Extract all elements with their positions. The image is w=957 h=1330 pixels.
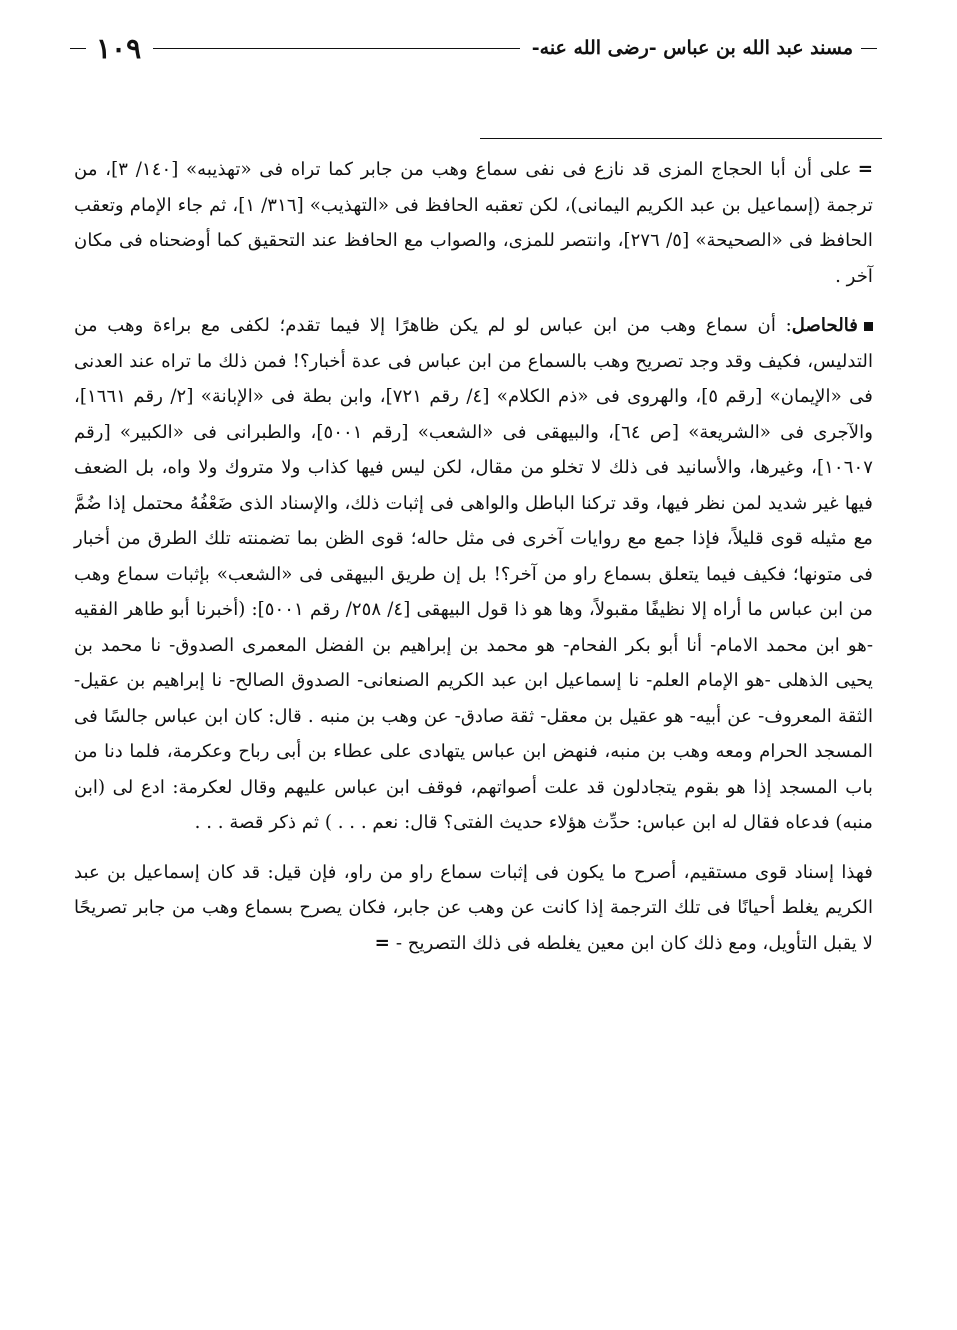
- running-header: [70, 26, 877, 70]
- page-body: [74, 152, 873, 975]
- header-title: مسند عبد الله بن عباس -رضى الله عنه-: [531, 37, 853, 59]
- continuation-mark: =: [857, 159, 873, 180]
- page-number: ١٠٩: [96, 31, 142, 65]
- header-rule-middle: [153, 48, 520, 49]
- footnote-divider: [480, 138, 882, 139]
- closing-paragraph: [74, 855, 873, 962]
- footnote-paragraph: [74, 152, 873, 294]
- summary-paragraph: [74, 308, 873, 841]
- header-rule-left: [70, 48, 86, 49]
- square-bullet-icon: [864, 322, 873, 331]
- summary-lead: فالحاصل: [791, 315, 858, 336]
- header-rule-right: [861, 48, 877, 49]
- closing-text: فهذا إسناد قوى مستقيم، أصرح ما يكون فى إثبات سماع راو من راو، فإن قيل: قد كان إسماعيل بن عبد الكريم يغلط أحيانًا فى تلك الترجمة إذا كانت عن وهب عن جابر، فكان يصرح بسماع وهب من جابر تصريحًا لا يقبل التأويل، ومع ذلك كان ابن معين يغلطه فى ذلك التصريح -: [74, 861, 873, 954]
- summary-text: : أن سماع وهب من ابن عباس لو لم يكن ظاهرًا إلا فيما تقدم؛ لكفى مع براءة وهب من التدليس، فكيف وقد وجد تصريح وهب بالسماع من ابن عباس فى عدة أخبار؟! فمن ذلك ما تراه عند العدنى فى «الإيمان» [رقم ٥]، والهروى فى «ذم الكلام» [٤/ رقم ٧٢١]، وابن بطة فى «الإبانة» [٢/ رقم ١٦٦١]، والآجرى فى «الشريعة» [ص ٦٤]، والبيهقى فى «الشعب» [رقم ٥٠٠١]، والطبرانى فى «الكبير» [رقم ١٠٦٠٧]، وغيرها، والأسانيد فى ذلك لا تخلو من مقال، لكن ليس فيها كذاب ولا متروك ولا واه، بل الضعف فيها غير شديد لمن نظر فيها، وقد تركنا الباطل والواهى فى إثبات ذلك، والإسناد الذى ضَعْفُهُ محتمل إذا ضُمَّ مع مثيله قوى قليلاً، فإذا جمع مع روايات آخرى فى مثل حاله؛ قوى الظن بما تضمنته تلك الطرق من أخبار فى متونها؛ فكيف فيما يتعلق بسماع راو من آخر؟! بل إن طريق البيهقى فى «الشعب» بإثبات سماع وهب من ابن عباس ما أراه إلا نظيفًا مقبولاً، وها هو ذا قول البيهقى [٤/ ٢٥٨/ رقم ٥٠٠١]: (أخبرنا أبو طاهر الفقيه -هو ابن محمد الامام- أنا أبو بكر الفحام- هو محمد بن إبراهيم بن الفضل المعمرى الصدوق- نا محمد بن يحيى الذهلى -هو الإمام العلم- نا إسماعيل ابن عبد الكريم الصنعانى- الصدوق الصالح- نا إبراهيم بن عقيل- الثقة المعروف- عن أبيه- هو عقيل بن معقل- ثقة صادق- عن وهب بن منبه . قال: كان ابن عباس جالسًا فى المسجد الحرام ومعه وهب بن منبه، فنهض ابن عباس يتهادى على عطاء بن أبى رباح وعكرمة، فلما دنا من باب المسجد إذا هو بقوم يتجادلون قد علت أصواتهم، فوقف ابن عباس عليهم وقال لعكرمة: ادع لى (ابن منبه) فدعاه فقال له ابن عباس: حدِّث هؤلاء حديث الفتى؟ قال: نعم . . . ) ثم ذكر قصة . . .: [74, 315, 873, 833]
- footnote-text: على أن أبا الحجاج المزى قد نازع فى نفى سماع وهب من جابر كما تراه فى «تهذيبه» [١٤٠/ ٣]، من ترجمة (إسماعيل بن عبد الكريم اليمانى)، لكن تعقبه الحافظ فى «التهذيب» [٣١٦/ ١]، ثم جاء الإمام وتعقب الحافظ فى «الصحيحة» [٥/ ٢٧٦]، وانتصر للمزى، والصواب مع الحافظ عند التحقيق كما أوضحناه فى مكان آخر .: [74, 159, 873, 287]
- closing-continuation-mark: =: [374, 932, 390, 954]
